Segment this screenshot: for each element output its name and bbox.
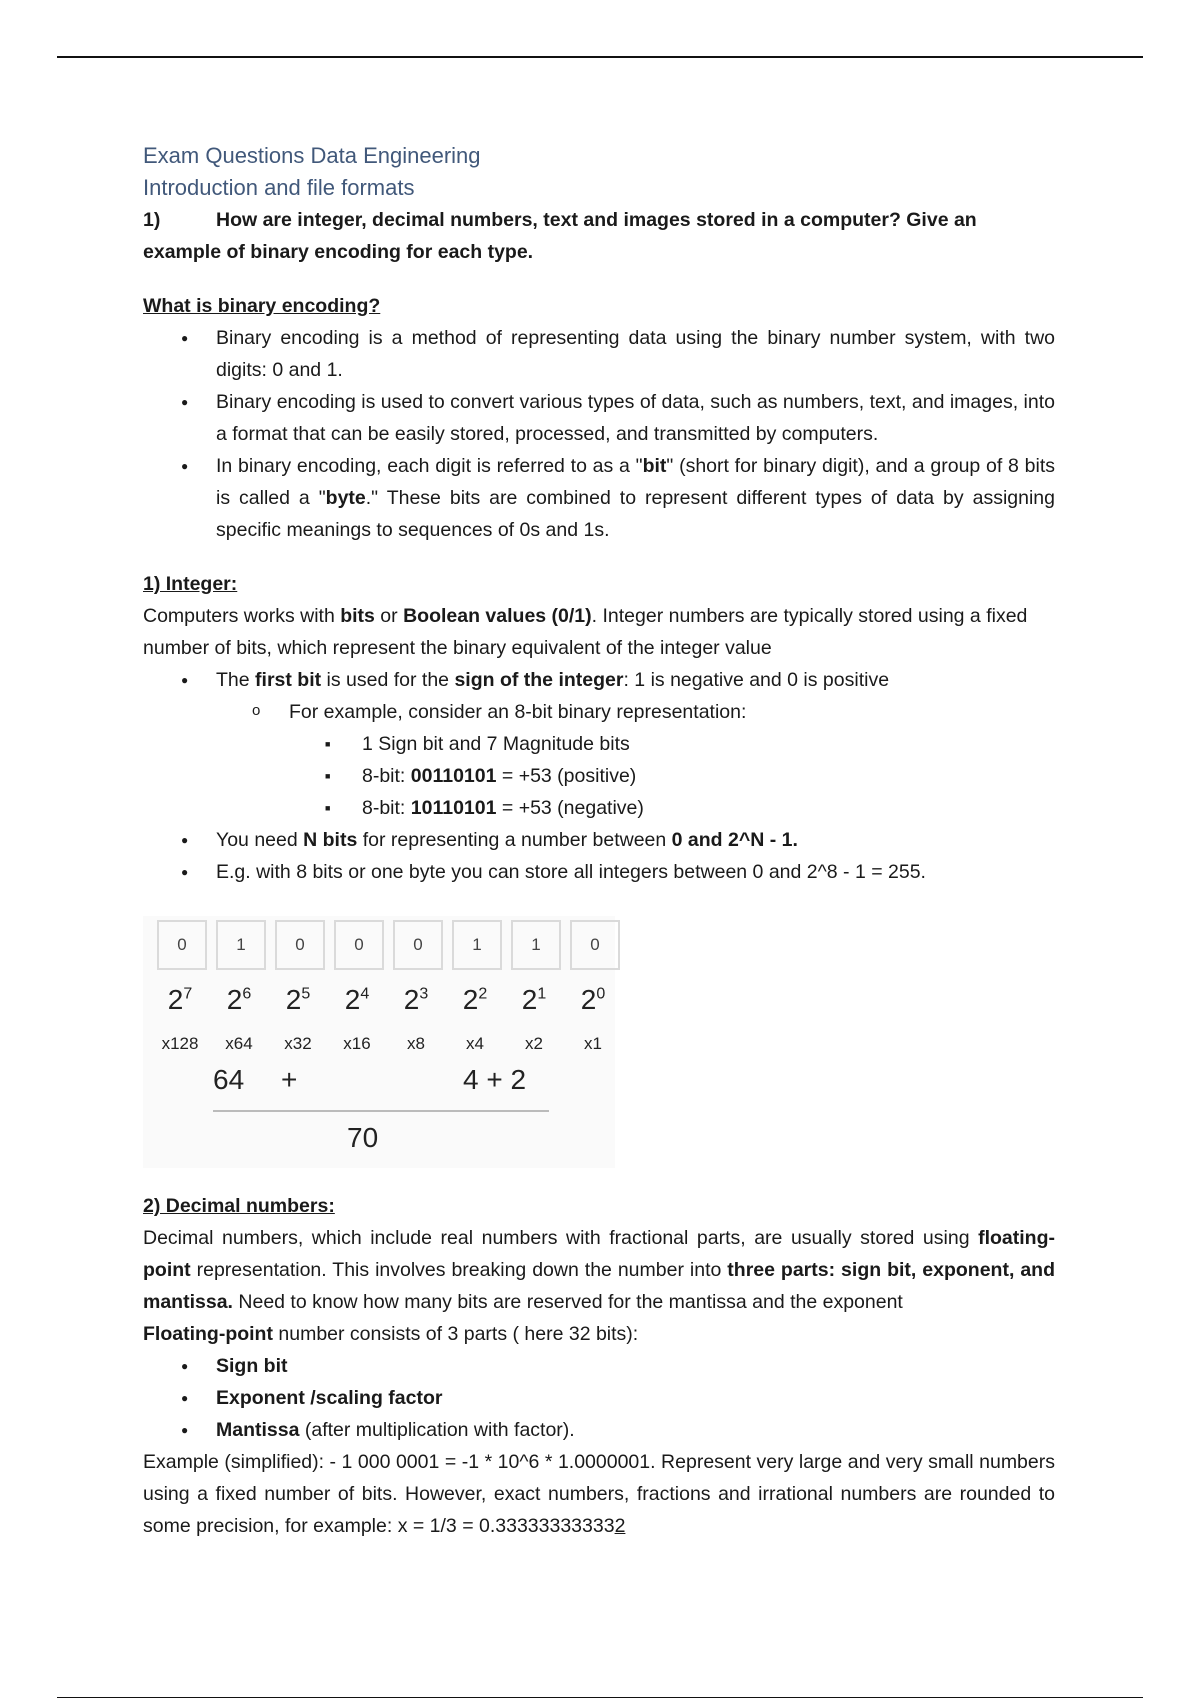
list-item: ■ 8-bit: 10110101 = +53 (negative) bbox=[143, 792, 1055, 824]
list-item: ● E.g. with 8 bits or one byte you can store all integers between 0 and 2^8 - 1 = 255. bbox=[143, 856, 1055, 888]
bit-cell: 1 bbox=[216, 920, 266, 970]
bit-cell: 0 bbox=[275, 920, 325, 970]
power-label: $2^3$ bbox=[403, 984, 429, 1015]
sum-right: 4 + 2 bbox=[463, 1064, 527, 1095]
multiplier-label: x1 bbox=[584, 1034, 602, 1053]
multiplier-label: x8 bbox=[407, 1034, 425, 1053]
document-body bbox=[143, 140, 1055, 1542]
bit-cell: 0 bbox=[393, 920, 443, 970]
list-item: ● In binary encoding, each digit is referred to as a "bit" (short for binary digit), and a group of 8 bits is called a "byte." These bits are combined to represent different types of data by assigning specific meanings to sequences of 0s and 1s. bbox=[143, 450, 1055, 546]
bit-cell: 0 bbox=[570, 920, 620, 970]
power-label: $2^4$ bbox=[344, 984, 370, 1015]
document-title: Exam Questions Data Engineering bbox=[143, 143, 481, 168]
binary-encoding-heading: What is binary encoding? bbox=[143, 295, 381, 317]
sum-underline bbox=[213, 1110, 549, 1112]
multiplier-label: x128 bbox=[161, 1034, 199, 1053]
section-subtitle: Introduction and file formats bbox=[143, 175, 415, 200]
list-item: ● You need N bits for representing a number between 0 and 2^N - 1. bbox=[143, 824, 1055, 856]
question-text: How are integer, decimal numbers, text and images stored in a computer? Give an example of binary encoding for each type. bbox=[143, 209, 977, 263]
sum-total: 70 bbox=[347, 1122, 379, 1153]
list-item: o For example, consider an 8-bit binary representation: ■ 1 Sign bit and 7 Magnitude bits ■ 8-bit: 00110101 = +53 (positive) ■ 8-bit: 10110101 = +53 (negative) bbox=[143, 696, 1055, 824]
header-rule bbox=[57, 56, 1143, 58]
integer-list bbox=[143, 664, 1055, 888]
footer-rule bbox=[57, 1697, 1143, 1698]
decimal-paragraph: Decimal numbers, which include real numbers with fractional parts, are usually stored using floating-point representation. This involves breaking down the number into three parts: sign bit, exponent, and mantissa. Need to know how many bits are reserved for the mantissa and the exponent bbox=[143, 1227, 1055, 1313]
list-item: ● Mantissa (after multiplication with factor). bbox=[143, 1414, 1055, 1446]
multiplier-label: x16 bbox=[343, 1034, 371, 1053]
binary-encoding-list bbox=[143, 322, 1055, 546]
list-item: ● Binary encoding is used to convert various types of data, such as numbers, text, and images, into a format that can be easily stored, processed, and transmitted by computers. bbox=[143, 386, 1055, 450]
list-item: ■ 8-bit: 00110101 = +53 (positive) bbox=[143, 760, 1055, 792]
list-item: ● Binary encoding is a method of representing data using the binary number system, with two digits: 0 and 1. bbox=[143, 322, 1055, 386]
power-label: $2^0$ bbox=[580, 984, 606, 1015]
power-label: $2^7$ bbox=[167, 984, 193, 1015]
multiplier-label: x32 bbox=[284, 1034, 312, 1053]
example-paragraph: Example (simplified): - 1 000 0001 = -1 * 10^6 * 1.0000001. Represent very large and very small numbers using a fixed number of bits. However, exact numbers, fractions and irrational numbers are rounded to some precision, for example: x = 1/3 = 0.333333333332 bbox=[143, 1451, 1055, 1537]
question-1 bbox=[143, 204, 1055, 268]
bit-cell: 1 bbox=[511, 920, 561, 970]
question-number: 1) bbox=[143, 209, 161, 231]
floating-point-list bbox=[143, 1350, 1055, 1446]
power-label: $2^2$ bbox=[462, 984, 488, 1015]
list-item: ■ 1 Sign bit and 7 Magnitude bits bbox=[143, 728, 1055, 760]
power-label: $2^1$ bbox=[521, 984, 547, 1015]
bit-cell: 0 bbox=[334, 920, 384, 970]
multiplier-label: x2 bbox=[525, 1034, 543, 1053]
integer-heading: 1) Integer: bbox=[143, 573, 238, 595]
power-label: $2^6$ bbox=[226, 984, 252, 1015]
decimal-heading: 2) Decimal numbers: bbox=[143, 1195, 335, 1217]
multiplier-label: x64 bbox=[225, 1034, 253, 1053]
power-label: $2^5$ bbox=[285, 984, 311, 1015]
sum-plus: + bbox=[281, 1064, 298, 1095]
list-item: ● Sign bit bbox=[143, 1350, 1055, 1382]
floating-point-paragraph: Floating-point number consists of 3 parts ( here 32 bits): bbox=[143, 1323, 639, 1345]
list-item: ● The first bit is used for the sign of the integer: 1 is negative and 0 is positive o For example, consider an 8-bit binary representation: ■ 1 Sign bit and 7 Magnitude bits ■ 8-bit: 00110101 = +53 (positive) ■ 8-bit: 10110101 = +53 (negative) bbox=[143, 664, 1055, 824]
sum-left: 64 bbox=[213, 1064, 245, 1095]
bit-cell: 0 bbox=[157, 920, 207, 970]
integer-paragraph: Computers works with bits or Boolean values (0/1). Integer numbers are typically stored using a fixed number of bits, which represent the binary equivalent of the integer value bbox=[143, 605, 1028, 659]
list-item: ● Exponent /scaling factor bbox=[143, 1382, 1055, 1414]
bit-cell: 1 bbox=[452, 920, 502, 970]
binary-conversion-figure bbox=[143, 916, 615, 1168]
multiplier-label: x4 bbox=[466, 1034, 484, 1053]
